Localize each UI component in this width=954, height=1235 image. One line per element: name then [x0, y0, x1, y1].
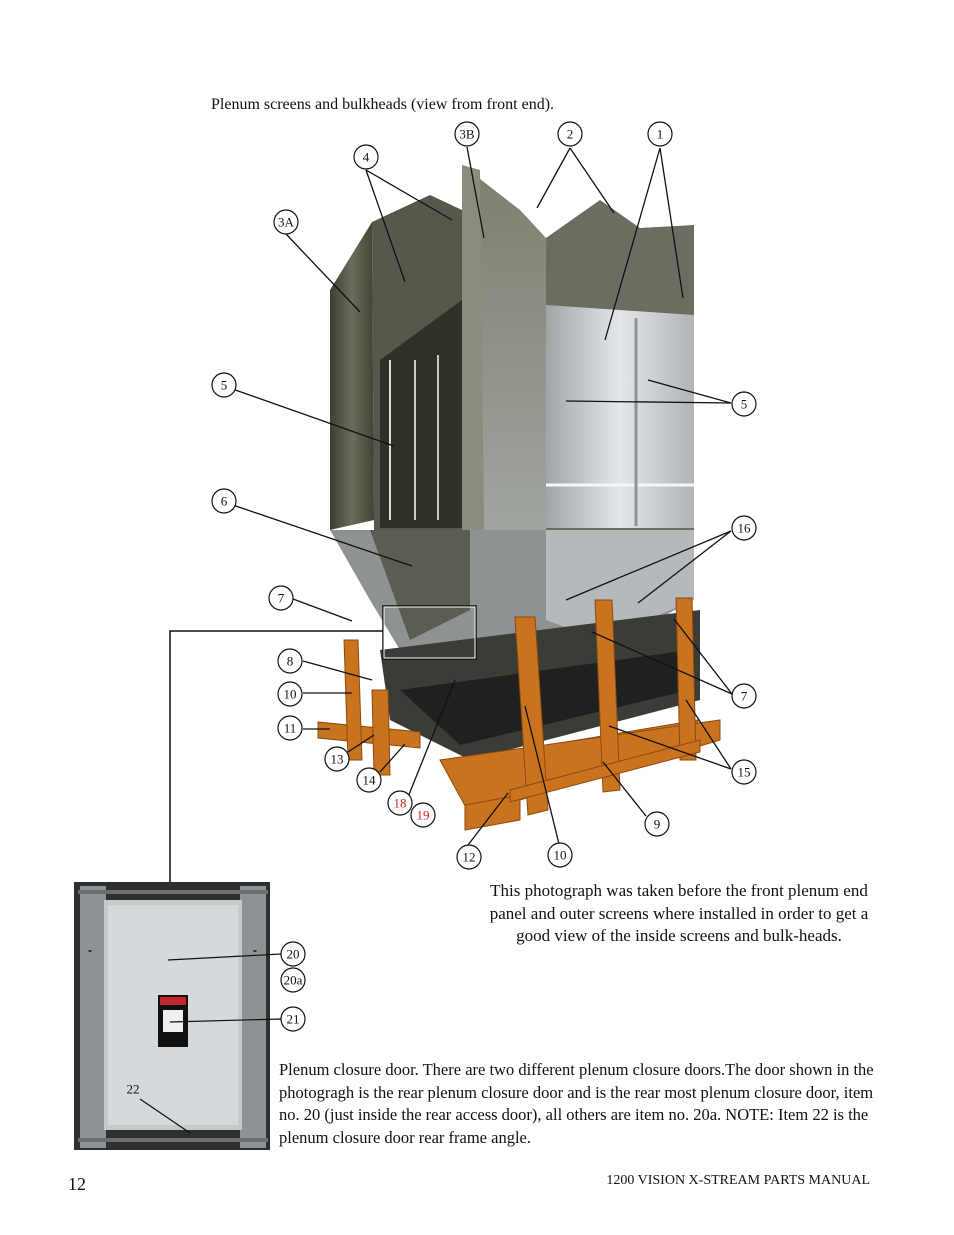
callout-4: 4: [362, 149, 370, 165]
callout-19: 19: [416, 807, 430, 823]
callout-12: 12: [462, 849, 476, 865]
callout-6: 6: [220, 493, 228, 509]
callout-15: 15: [737, 764, 751, 780]
callout-8: 8: [286, 653, 294, 669]
callout-3b: 3B: [459, 126, 475, 142]
callout-3a: 3A: [278, 214, 294, 230]
manual-title: 1200 VISION X-STREAM PARTS MANUAL: [606, 1173, 870, 1188]
callout-2: 2: [566, 126, 574, 142]
callout-10-bottom: 10: [553, 847, 567, 863]
callout-5-right: 5: [740, 396, 748, 412]
callout-14: 14: [362, 772, 376, 788]
callout-18: 18: [393, 795, 407, 811]
caption-top: Plenum screens and bulkheads (view from front end).: [211, 96, 555, 113]
closure-door-photo: [74, 882, 270, 1150]
page-number: 12: [68, 1174, 86, 1194]
callout-20a: 20a: [283, 972, 303, 988]
plenum-body: [330, 165, 700, 760]
callout-9: 9: [653, 816, 661, 832]
callout-10-left: 10: [283, 686, 297, 702]
callout-21: 21: [286, 1011, 300, 1027]
callout-7-right: 7: [740, 688, 748, 704]
photo-note: This photograph was taken before the front plenum end panel and outer screens where installed in order to get a good view of the inside screens and bulk-heads.: [489, 881, 869, 945]
callout-1: 1: [656, 126, 664, 142]
callout-5-left: 5: [220, 377, 228, 393]
callout-22: 22: [126, 1081, 140, 1097]
callout-13: 13: [330, 751, 344, 767]
closure-door-description: Plenum closure door. There are two different plenum closure doors.The door shown in the photogragh is the rear plenum closure door and is the rear most plenum closure door, item no. 20 (just inside the rear access door), all others are item no. 20a. NOTE: Item 22 is the plenum closure door rear frame angle.: [279, 1060, 874, 1147]
callout-7-left: 7: [277, 590, 285, 606]
callout-11: 11: [283, 720, 297, 736]
callout-16: 16: [737, 520, 751, 536]
callout-20: 20: [286, 946, 300, 962]
